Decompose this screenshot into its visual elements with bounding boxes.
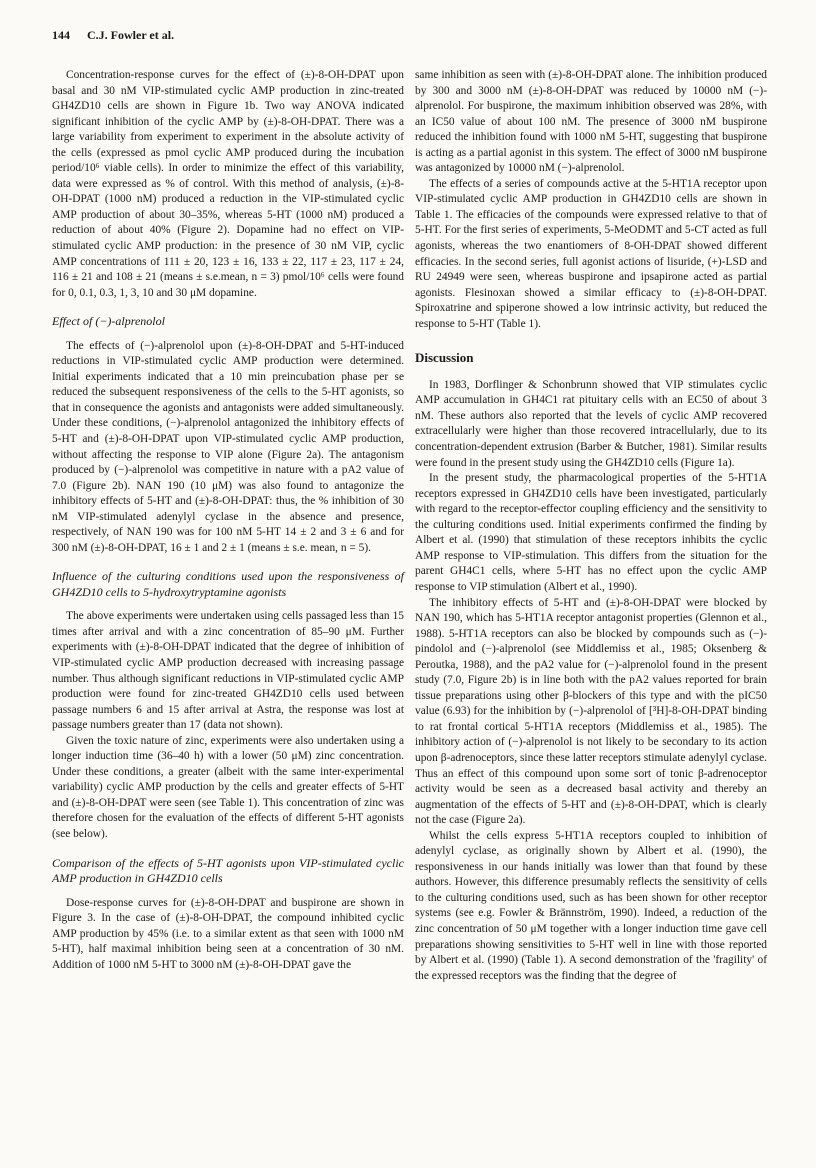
- paragraph: Concentration-response curves for the effect of (±)-8-OH-DPAT upon basal and 30 nM VIP-stimulated cyclic AMP production in zinc-treated GH4ZD10 cells are shown in Figure 1b. Two way ANOVA indicated significant inhibition of the cyclic AMP by (±)-8-OH-DPAT. There was a large variability from experiment to experiment in the absolute activity of the cells (expressed as pmol cyclic AMP produced during the incubation period/10⁶ viable cells). In order to minimize the effect of this variability, data were expressed as % of control. With this method of analysis, (±)-8-OH-DPAT (1000 nM) produced a reduction in the VIP-stimulated cyclic AMP production of about 30–35%, whereas 5-HT (1000 nM) produced a reduction of about 40% (Figure 2). Dopamine had no effect on VIP-stimulated cyclic AMP production: in the presence of 30 nM VIP, cyclic AMP concentrations of 111 ± 20, 123 ± 16, 133 ± 22, 117 ± 23, 117 ± 24, 116 ± 21 and 108 ± 21 (means ± s.e.mean, n = 3) pmol/10⁶ cells were found for 0, 0.1, 0.3, 1, 3, 10 and 30 μM dopamine.: [52, 69, 404, 299]
- paragraph: The inhibitory effects of 5-HT and (±)-8-OH-DPAT were blocked by NAN 190, which has 5-HT1A receptor antagonist properties (Glennon et al., 1988). 5-HT1A receptors can also be blocked by compounds such as (−)-pindolol and (−)-alprenolol (see Middlemiss et al., 1985; Oksenberg & Peroutka, 1988), and the pA2 value for (−)-alprenolol found in the present study (7.0, Figure 2b) is in line both with the pA2 values reported for brain tissue preparations using other β-blockers of this type and with the pIC50 value (6.93) for the inhibition by (−)-alprenolol of [³H]-8-OH-DPAT binding to rat frontal cortical 5-HT1A receptors (Middlemiss et al., 1985). The inhibitory action of (−)-alprenolol is not likely to be secondary to its action upon β-adrenoceptors, since these latter receptors stimulate adenylyl cyclase. Thus an effect of this compound upon some sort of tonic β-adrenoceptor activity would be seen as a decreased basal activity and thereby an augmentation of the effects of 5-HT and (±)-8-OH-DPAT, which is clearly not the case (Figure 2a).: [415, 596, 767, 827]
- paragraph: Whilst the cells express 5-HT1A receptors coupled to inhibition of adenylyl cyclase, as originally shown by Albert et al. (1990), the responsiveness in our hands initially was lower than that found by these authors. However, this difference presumably reflects the sensitivity of cells to the culturing conditions used, such as has been shown for other receptor systems (see e.g. Fowler & Brännström, 1990). Indeed, a reduction of the zinc concentration of 50 μM together with a longer induction time gave cell preparations showing sensitivities to 5-HT well in line with those reported by Albert et al. (1990) (Table 1). A second demonstration of the 'fragility' of the expressed receptors was the finding that the degree of: [415, 829, 767, 982]
- section-heading: Effect of (−)-alprenolol: [52, 314, 165, 329]
- discussion-heading: Discussion: [415, 350, 474, 366]
- paragraph: The effects of (−)-alprenolol upon (±)-8-OH-DPAT and 5-HT-induced reductions in VIP-stimulated cyclic AMP production were determined. Initial experiments indicated that a 10 min preincubation phase per se reduced the subsequent responsiveness of the cells to the 5-HT agonists, so that in consequence the agonists and antagonists were added simultaneously. Under these conditions, (−)-alprenolol antagonized the inhibitory effects of 5-HT and (±)-8-OH-DPAT upon VIP-stimulated cyclic AMP production, without affecting the response to VIP alone (Figure 2a). The antagonism produced by (−)-alprenolol was competitive in nature with a pA2 value of 7.0 (Figure 2b). NAN 190 (10 μM) was also found to antagonize the inhibitory effects of 5-HT and (±)-8-OH-DPAT: thus, the % inhibition of 30 nM VIP-stimulated adenylyl cyclase in the absence and presence, respectively, of NAN 190 was for 100 nM 5-HT 14 ± 2 and 3 ± 6 and for 300 nM (±)-8-OH-DPAT, 16 ± 1 and 2 ± 1 (means ± s.e. mean, n = 5).: [52, 339, 404, 554]
- running-header: [52, 28, 188, 43]
- paragraph: In the present study, the pharmacological properties of the 5-HT1A receptors expressed in GH4ZD10 cells have been investigated, particularly with regard to the receptor-effector coupling efficiency and the sensitivity to the culturing conditions used. Initial experiments confirmed the finding by Albert et al. (1990) that stimulation of these receptors inhibits the cyclic AMP response to VIP-stimulation. This differs from the situation for the parent GH4C1 cells, where 5-HT has no effect upon the cyclic AMP response to VIP stimulation (Albert et al., 1990).: [415, 472, 767, 593]
- right-column: [415, 68, 767, 984]
- paragraph: The effects of a series of compounds active at the 5-HT1A receptor upon VIP-stimulated cyclic AMP production in GH4ZD10 cells are shown in Table 1. The efficacies of the compounds were expressed relative to that of 5-HT. For the first series of experiments, 5-MeODMT and 5-CT acted as full agonists, whereas the two enantiomers of 8-OH-DPAT showed different efficacies. In the second series, full agonist actions of lisuride, (+)-LSD and RU 24949 were seen, whereas buspirone and ipsapirone acted as partial agonists. Flesinoxan showed a similar efficacy to (±)-8-OH-DPAT. Spiroxatrine and spiperone showed a low intrinsic activity, but reduced the response to 5-HT (Table 1).: [415, 177, 767, 330]
- paragraph: In 1983, Dorflinger & Schonbrunn showed that VIP stimulates cyclic AMP accumulation in GH4C1 rat pituitary cells with an EC50 of about 3 nM. These authors also reported that the levels of cyclic AMP recovered extracellularly were higher than those recovered intracellularly, due to its concentration-dependent extrusion (Barber & Butcher, 1981). Similar results were found in the present study using the GH4ZD10 cells (Figure 1a).: [415, 378, 767, 469]
- left-column: [52, 68, 404, 973]
- page-number: 144: [52, 28, 70, 42]
- section-heading: Comparison of the effects of 5-HT agonists upon VIP-stimulated cyclic AMP production in GH4ZD10 cells: [52, 855, 404, 886]
- running-authors: C.J. Fowler et al.: [87, 28, 175, 42]
- paragraph: The above experiments were undertaken using cells passaged less than 15 times after arrival and with a zinc concentration of 85–90 μM. Further experiments with (±)-8-OH-DPAT indicated that the degree of inhibition of VIP-stimulated cyclic AMP production decreased with increasing passage number. Thus although significant reductions in VIP-stimulated cyclic AMP production were found for zinc-treated GH4ZD10 cells used between passage numbers 6 and 15 after arrival at Astra, the response was lost at passage numbers greater than 17 (data not shown).: [52, 610, 404, 732]
- paragraph: Given the toxic nature of zinc, experiments were also undertaken using a longer induction time (36–40 h) with a lower (50 μM) zinc concentration. Under these conditions, a greater (albeit with the same inter-experimental variability) cyclic AMP production by the cells and greater effects of 5-HT and (±)-8-OH-DPAT were seen (see Table 1). This concentration of zinc was therefore chosen for the evaluation of the effects of different 5-HT agonists (see below).: [52, 734, 404, 841]
- paragraph: Dose-response curves for (±)-8-OH-DPAT and buspirone are shown in Figure 3. In the case of (±)-8-OH-DPAT, the compound inhibited cyclic AMP production by 45% (i.e. to a similar extent as that seen with 1000 nM 5-HT), half maximal inhibition being seen at a concentration of 30 nM. Addition of 1000 nM 5-HT to 3000 nM (±)-8-OH-DPAT gave the: [52, 896, 404, 971]
- section-heading: Influence of the culturing conditions used upon the responsiveness of GH4ZD10 cells to 5-hydroxytryptamine agonists: [52, 569, 404, 599]
- paragraph: same inhibition as seen with (±)-8-OH-DPAT alone. The inhibition produced by 300 and 3000 nM (±)-8-OH-DPAT was reduced by 10000 nM (−)-alprenolol. For buspirone, the maximum inhibition observed was 28%, with an IC50 value of about 100 nM. The presence of 3000 nM buspirone reduced the inhibition found with 1000 nM 5-HT, suggesting that buspirone is acting as a partial agonist in this system. The effect of 3000 nM buspirone was antagonized by 10000 nM (−)-alprenolol.: [415, 69, 767, 175]
